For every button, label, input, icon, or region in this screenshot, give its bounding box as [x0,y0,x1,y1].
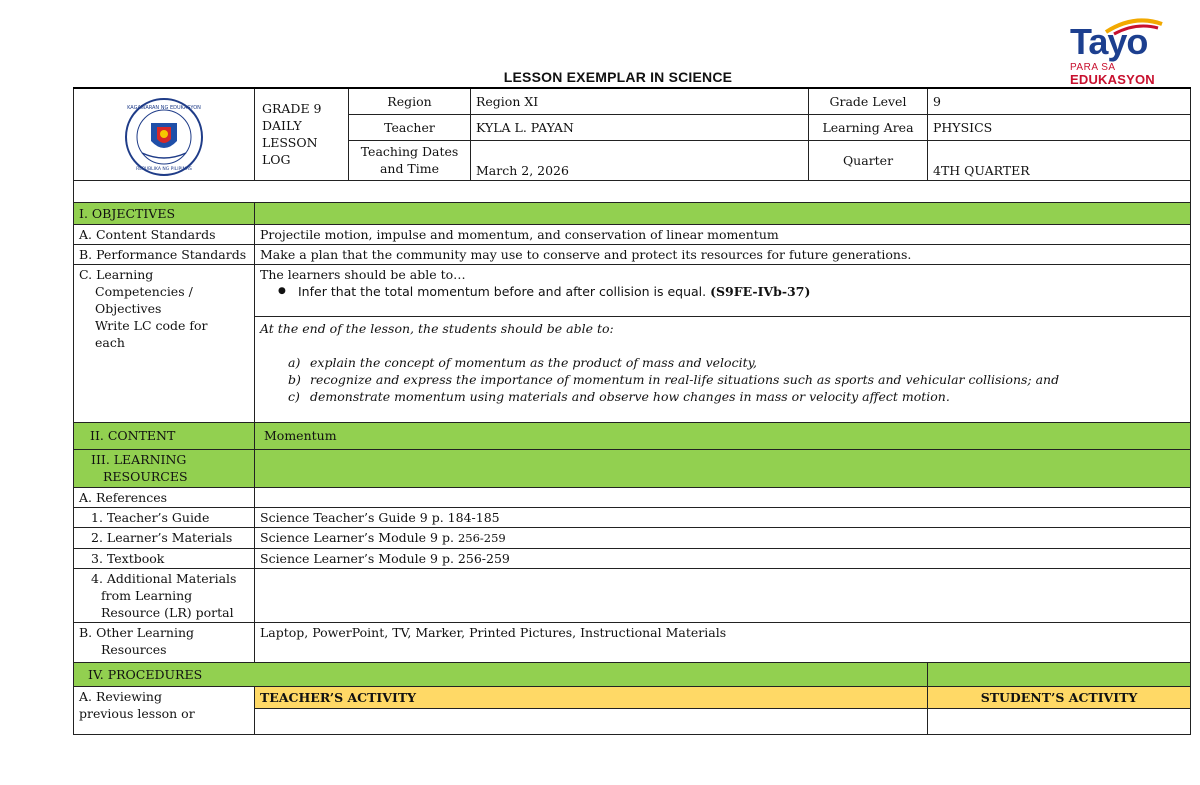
spacer-row [74,180,1191,202]
competency-item [298,283,1185,300]
competencies-label-line: Write LC code for [95,317,208,333]
grade-level-value: 9 [928,88,1191,114]
lesson-objectives-cell [255,316,1191,422]
objective-text: recognize and express the importance of momentum in real-life situations such as sports and vehicular collisions; and [310,371,1060,387]
competencies-label-line: C. Learning [79,266,154,282]
document-title: LESSON EXEMPLAR IN SCIENCE [503,69,733,85]
teacher-activity-cell [255,708,928,734]
resources-heading-fill [255,449,1191,487]
resources-heading-line: RESOURCES [103,468,188,484]
grade-log-line: GRADE 9 [262,101,322,117]
seal-outer-text: KAGAWARAN NG EDUKASYON [127,105,201,112]
teacher-activity-header: TEACHER’S ACTIVITY [255,686,928,708]
grade-log-cell [255,88,349,180]
brand-tagline-2: EDUKASYON [1070,72,1155,87]
textbook-value: Science Learner’s Module 9 p. 256-259 [255,548,1191,568]
reviewing-label-line: previous lesson or [79,705,195,721]
learning-area-label: Learning Area [809,114,928,140]
teaching-dates-label [349,140,471,180]
additional-materials-value [255,568,1191,622]
objective-marker: a) [288,354,301,370]
content-standards-value: Projectile motion, impulse and momentum, and conservation of linear momentum [255,224,1191,244]
content-standards-label: A. Content Standards [74,224,255,244]
content-value: Momentum [255,422,1191,449]
additional-materials-line: from Learning [101,587,193,603]
teaching-dates-label-line: and Time [379,161,440,176]
competencies-label-line: each [95,334,125,350]
teacher-label: Teacher [349,114,471,140]
performance-standards-label: B. Performance Standards [74,244,255,264]
learners-materials-cell [255,527,1191,548]
brand-name: Tayo [1070,21,1148,62]
procedures-heading-text: IV. PROCEDURES [88,666,203,682]
objectives-heading: I. OBJECTIVES [74,202,255,224]
brand-tagline-1: PARA SA [1070,62,1116,73]
competency-code: (S9FE-IVb-37) [710,283,811,299]
objective-item [260,354,1185,371]
deped-seal-cell [74,88,255,180]
other-resources-value: Laptop, PowerPoint, TV, Marker, Printed Pictures, Instructional Materials [255,622,1191,662]
end-of-lesson-intro: At the end of the lesson, the students should be able to: [260,320,614,336]
resources-heading-line: III. LEARNING [91,451,187,467]
competency-text: Infer that the total momentum before and after collision is equal. [298,283,707,299]
learners-intro: The learners should be able to… [260,266,466,282]
quarter-label: Quarter [809,140,928,180]
objective-item [260,388,1185,405]
region-label: Region [349,88,471,114]
teachers-guide-value: Science Teacher’s Guide 9 p. 184-185 [255,507,1191,527]
competencies-label-line: Competencies / [95,283,193,299]
objectives-heading-fill [255,202,1191,224]
resources-heading [74,449,255,487]
competencies-label-line: Objectives [95,300,162,316]
grade-level-label: Grade Level [809,88,928,114]
grade-log-line: LOG [262,152,291,168]
seal-inner-text: REPUBLIKA NG PILIPINAS [136,167,192,173]
competency-list [260,283,1185,300]
learners-materials-value: Science Learner’s Module 9 p. [260,529,454,545]
learning-area-value: PHYSICS [928,114,1191,140]
additional-materials-line: Resource (LR) portal [101,604,234,620]
competencies-label [74,264,255,422]
teaching-dates-label-line: Teaching Dates [360,144,459,159]
deped-seal-icon [124,97,204,177]
performance-standards-value: Make a plan that the community may use to conserve and protect its resources for future generations. [255,244,1191,264]
reviewing-label-line: A. Reviewing [79,688,162,704]
additional-materials-line: 4. Additional Materials [91,570,237,586]
procedures-heading [74,662,928,686]
other-resources-line: B. Other Learning [79,624,195,640]
additional-materials-label [74,568,255,622]
procedures-heading-fill [928,662,1191,686]
grade-log-line: DAILY [262,118,302,134]
teaching-dates-value: March 2, 2026 [471,140,809,180]
other-resources-line: Resources [101,641,167,657]
other-resources-label [74,622,255,662]
objective-item [260,371,1185,388]
student-activity-cell [928,708,1191,734]
textbook-label: 3. Textbook [74,548,255,568]
references-value [255,487,1191,507]
grade-log-line: LESSON [262,135,318,151]
student-activity-header: STUDENT’S ACTIVITY [928,686,1191,708]
lesson-table [73,87,1191,735]
teacher-value: KYLA L. PAYAN [471,114,809,140]
reviewing-label [74,686,255,734]
objective-marker: b) [288,371,301,387]
lesson-objectives-list [260,354,1185,405]
objective-text: explain the concept of momentum as the product of mass and velocity, [310,354,757,370]
learners-materials-label: 2. Learner’s Materials [74,527,255,548]
competencies-cell [255,264,1191,316]
teachers-guide-label: 1. Teacher’s Guide [74,507,255,527]
objective-text: demonstrate momentum using materials and observe how changes in mass or velocity affect motion. [310,388,950,404]
objective-marker: c) [288,388,300,404]
tayo-logo [1066,18,1166,90]
learners-materials-pages: 256-259 [457,530,506,545]
quarter-value: 4TH QUARTER [928,140,1191,180]
content-heading: II. CONTENT [74,422,255,449]
references-label: A. References [74,487,255,507]
region-value: Region XI [471,88,809,114]
